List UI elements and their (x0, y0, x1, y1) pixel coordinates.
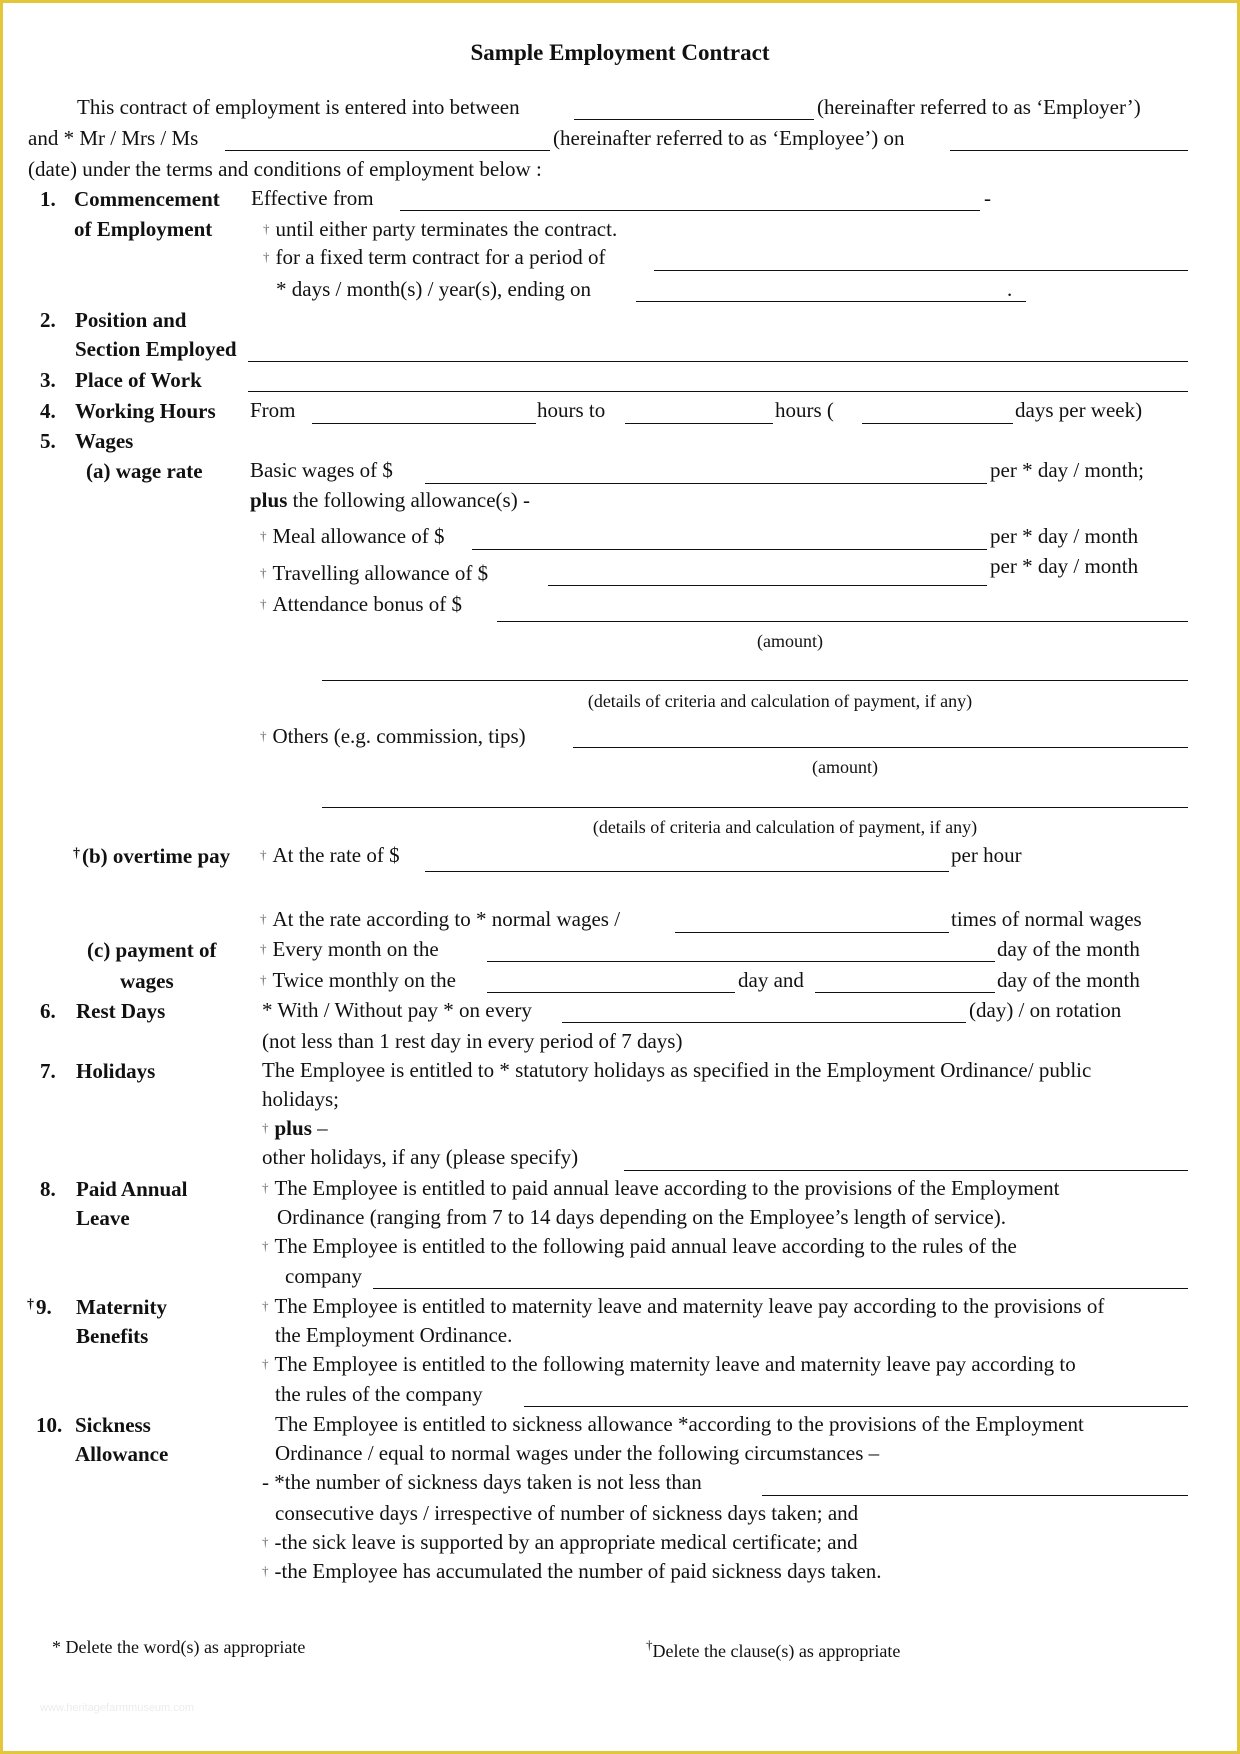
dagger-mark: † (260, 728, 267, 743)
others-criteria-field[interactable] (322, 807, 1188, 808)
dagger-mark: † (260, 565, 267, 580)
effective-from-label: Effective from (251, 186, 374, 210)
plus-bold: plus (274, 1116, 312, 1140)
dash: - (984, 186, 991, 210)
clause-text: the Employment Ordinance. (275, 1323, 513, 1347)
label: (not less than 1 rest day in every period of 7 days) (262, 1029, 683, 1053)
section-heading: Place of Work (75, 368, 202, 392)
document-title: Sample Employment Contract (470, 40, 770, 65)
position-section-field[interactable] (248, 361, 1188, 362)
label: Twice monthly on the (272, 968, 456, 992)
effective-from-field[interactable] (400, 210, 980, 211)
section-heading: Position and (75, 308, 187, 332)
attendance-bonus-label (260, 594, 462, 615)
annual-leave-company (262, 1236, 1017, 1257)
section-number: 6. (40, 999, 56, 1023)
label: day and (738, 968, 804, 992)
section-heading: Benefits (76, 1324, 149, 1348)
period: . (1007, 277, 1013, 301)
label: per * day / month (990, 524, 1139, 548)
label: Travelling allowance of $ (272, 561, 489, 585)
footnote-text: Delete the clause(s) as appropriate (652, 1641, 901, 1661)
label: Every month on the (272, 937, 439, 961)
dagger-mark: † (260, 941, 267, 956)
label: per * day / month; (990, 458, 1144, 482)
intro-text: (hereinafter referred to as ‘Employee’) on (553, 126, 905, 150)
section-number: 1. (40, 187, 56, 211)
caption: (details of criteria and calculation of payment, if any) (587, 691, 973, 711)
label: company (285, 1264, 362, 1288)
caption: (amount) (812, 757, 878, 777)
section-number: 2. (40, 308, 56, 332)
label: Basic wages of $ (250, 458, 393, 482)
intro-text: (hereinafter referred to as ‘Employer’) (817, 95, 1141, 119)
caption: (amount) (757, 631, 823, 651)
section-heading: Wages (75, 429, 134, 453)
clause-text: consecutive days / irrespective of number of sickness days taken; and (275, 1501, 859, 1525)
travelling-allowance-field[interactable] (548, 585, 987, 586)
clause-text: -the sick leave is supported by an appropriate medical certificate; and (274, 1530, 858, 1554)
label: the rules of the company (275, 1382, 483, 1406)
overtime-rate-label (260, 845, 400, 866)
travelling-allowance-label (260, 563, 488, 584)
attendance-criteria-field[interactable] (322, 680, 1188, 681)
dagger-mark: † (260, 528, 267, 543)
clause-text: The Employee is entitled to the following paid annual leave according to the rules of the (274, 1234, 1017, 1258)
dagger-mark: † (262, 1238, 269, 1253)
maternity-company (262, 1354, 1076, 1375)
section-number: 10. (36, 1413, 63, 1437)
rest-day-field[interactable] (562, 1022, 966, 1023)
others-label (260, 726, 526, 747)
section-number (27, 1297, 52, 1318)
label: Others (e.g. commission, tips) (272, 724, 526, 748)
every-month-label (260, 939, 439, 960)
attendance-bonus-field[interactable] (497, 621, 1188, 622)
section-number-text: 9. (36, 1295, 52, 1319)
second-payday-field[interactable] (815, 992, 995, 993)
sickness-medical-cert (262, 1532, 858, 1553)
label: the following allowance(s) - (287, 488, 530, 512)
section-heading: Leave (76, 1206, 130, 1230)
label: From (250, 398, 296, 422)
section-heading: Maternity (76, 1295, 167, 1319)
fixed-term-end-date-field[interactable] (636, 301, 1026, 302)
maternity-statutory (262, 1296, 1104, 1317)
overtime-times-field[interactable] (675, 932, 949, 933)
caption: (details of criteria and calculation of payment, if any) (592, 817, 978, 837)
clause-text: The Employee is entitled to the following maternity leave and maternity leave pay according to (274, 1352, 1076, 1376)
label: Attendance bonus of $ (272, 592, 463, 616)
clause-text: The Employee is entitled to maternity leave and maternity leave pay according to the provisions of (274, 1294, 1105, 1318)
dagger-mark: † (262, 1534, 269, 1549)
hours-from-field[interactable] (312, 423, 536, 424)
clause-text: The Employee is entitled to sickness allowance *according to the provisions of the Employment (275, 1412, 1084, 1436)
dagger-mark: † (262, 1563, 269, 1578)
place-of-work-field[interactable] (248, 391, 1188, 392)
label: (day) / on rotation (969, 998, 1122, 1022)
meal-allowance-field[interactable] (472, 549, 987, 550)
maternity-rules-field[interactable] (524, 1406, 1188, 1407)
section-heading: of Employment (74, 217, 213, 241)
watermark: www.heritagefarmmuseum.com (40, 1702, 195, 1714)
dagger-mark: † (262, 1356, 269, 1371)
subsection-heading: (b) overtime pay (82, 844, 231, 868)
intro-text: This contract of employment is entered into between (77, 95, 520, 119)
section-heading: Sickness (75, 1413, 151, 1437)
dagger-mark: † (262, 1298, 269, 1313)
section-number: 7. (40, 1059, 56, 1083)
sickness-accumulated (262, 1561, 882, 1582)
label: Meal allowance of $ (272, 524, 445, 548)
basic-wage-field[interactable] (425, 483, 987, 484)
clause-text: * days / month(s) / year(s), ending on (276, 277, 591, 301)
label: day of the month (997, 968, 1140, 992)
section-number: 5. (40, 429, 56, 453)
section-heading: Holidays (76, 1059, 156, 1083)
clause-text: - *the number of sickness days taken is not less than (262, 1470, 702, 1494)
section-number: 4. (40, 399, 56, 423)
plus-other-holidays (262, 1118, 328, 1139)
label: per hour (951, 843, 1022, 867)
label: * With / Without pay * on every (262, 998, 532, 1022)
label: At the rate of $ (272, 843, 400, 867)
section-heading: Rest Days (76, 999, 166, 1023)
label: hours to (537, 398, 606, 422)
clause-text: Ordinance (ranging from 7 to 14 days depending on the Employee’s length of service). (277, 1205, 1006, 1229)
label: times of normal wages (951, 907, 1142, 931)
subsection-heading: (c) payment of (87, 938, 217, 962)
clause-text: for a fixed term contract for a period of (275, 245, 606, 269)
dagger-mark: † (263, 221, 270, 236)
first-payday-field[interactable] (487, 992, 735, 993)
section-number: 8. (40, 1177, 56, 1201)
plus-allowances (250, 490, 530, 511)
employee-name-field[interactable] (225, 150, 550, 151)
other-holidays-field[interactable] (624, 1170, 1188, 1171)
clause-until-terminated (263, 219, 617, 240)
section-heading: Commencement (74, 187, 220, 211)
clause-fixed-term (263, 247, 606, 268)
annual-leave-rules-field[interactable] (373, 1288, 1188, 1289)
label: days per week) (1015, 398, 1143, 422)
monthly-payday-field[interactable] (487, 961, 995, 962)
dagger-mark: † (262, 1120, 269, 1135)
others-field[interactable] (573, 747, 1188, 748)
subsection-heading: wages (120, 969, 174, 993)
dagger-mark: † (263, 249, 270, 264)
label: At the rate according to * normal wages / (272, 907, 621, 931)
dagger-mark: † (260, 972, 267, 987)
twice-monthly-label (260, 970, 456, 991)
clause-text: holidays; (262, 1087, 339, 1111)
dagger-mark: † (262, 1180, 269, 1195)
sickness-days-field[interactable] (762, 1495, 1188, 1496)
section-heading: Section Employed (75, 337, 237, 361)
section-number: 3. (40, 368, 56, 392)
label: – (311, 1116, 328, 1140)
subsection-heading: (a) wage rate (86, 459, 203, 483)
annual-leave-statutory (262, 1178, 1059, 1199)
days-per-week-field[interactable] (862, 423, 1013, 424)
overtime-rate-field[interactable] (425, 871, 949, 872)
clause-text: The Employee is entitled to * statutory holidays as specified in the Employment Ordinance/ public (262, 1058, 1092, 1082)
overtime-normal-label (260, 909, 620, 930)
label: per * day / month (990, 554, 1139, 578)
label: day of the month (997, 937, 1140, 961)
employer-name-field[interactable] (574, 119, 814, 120)
intro-text: (date) under the terms and conditions of employment below : (28, 157, 542, 181)
clause-text: The Employee is entitled to paid annual leave according to the provisions of the Employment (274, 1176, 1060, 1200)
dagger-mark: † (260, 596, 267, 611)
clause-text: -the Employee has accumulated the number of paid sickness days taken. (274, 1559, 882, 1583)
section-heading: Working Hours (75, 399, 216, 423)
footnote-delete-words: * Delete the word(s) as appropriate (52, 1637, 306, 1657)
clause-text: Ordinance / equal to normal wages under the following circumstances – (275, 1441, 880, 1465)
meal-allowance-label (260, 526, 445, 547)
overtime-heading (73, 846, 230, 867)
dagger-mark: † (646, 1637, 653, 1652)
dagger-mark: † (27, 1297, 34, 1312)
footnote-delete-clause (646, 1638, 900, 1660)
clause-text: until either party terminates the contract. (275, 217, 618, 241)
hours-to-field[interactable] (625, 423, 773, 424)
contract-date-field[interactable] (950, 150, 1188, 151)
intro-text: and * Mr / Mrs / Ms (28, 126, 199, 150)
section-heading: Allowance (75, 1442, 169, 1466)
section-heading: Paid Annual (76, 1177, 188, 1201)
dagger-mark: † (73, 846, 80, 861)
dagger-mark: † (260, 847, 267, 862)
label: hours ( (775, 398, 834, 422)
plus-bold: plus (250, 488, 288, 512)
dagger-mark: † (260, 911, 267, 926)
label: other holidays, if any (please specify) (262, 1145, 579, 1169)
fixed-term-period-field[interactable] (654, 270, 1188, 271)
